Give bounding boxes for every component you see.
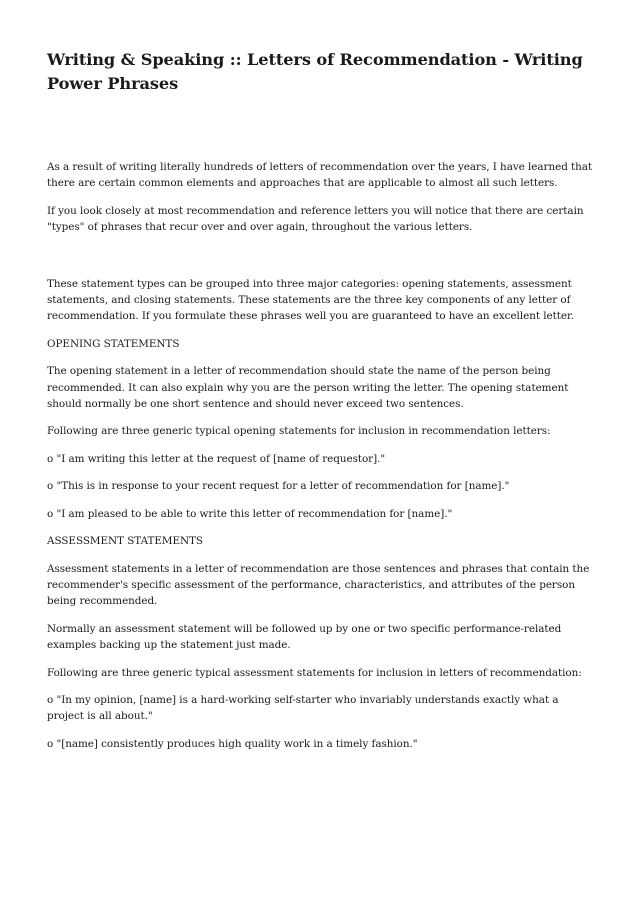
document-page — [47, 48, 595, 763]
list-item-assessment-2: o "[name] consistently produces high quality work in a timely fashion." — [47, 737, 418, 750]
section-heading-assessment: ASSESSMENT STATEMENTS — [47, 535, 203, 548]
list-item-opening-3: o "I am pleased to be able to write this letter of recommendation for [name]." — [47, 507, 453, 520]
list-item-assessment-1: o "In my opinion, [name] is a hard-working self-starter who invariably understands exactly what a project is all about." — [47, 693, 559, 723]
list-item-opening-2: o "This is in response to your recent request for a letter of recommendation for [name]." — [47, 480, 510, 493]
paragraph-opening-intro: Following are three generic typical opening statements for inclusion in recommendation letters: — [47, 425, 551, 438]
section-heading-opening: OPENING STATEMENTS — [47, 337, 180, 350]
document-title: Writing & Speaking :: Letters of Recommendation - Writing Power Phrases — [47, 50, 583, 93]
paragraph-assessment-description: Assessment statements in a letter of recommendation are those sentences and phrases that contain the recommender's specific assessment of the performance, characteristics, and attributes of the person being recommended. — [47, 562, 590, 608]
paragraph-assessment-intro: Following are three generic typical assessment statements for inclusion in letters of recommendation: — [47, 666, 582, 679]
paragraph-assessment-followup: Normally an assessment statement will be followed up by one or two specific performance-related examples backing up the statement just made. — [47, 622, 562, 652]
paragraph-phrase-types: If you look closely at most recommendation and reference letters you will notice that there are certain "types" of phrases that recur over and over again, throughout the various letters. — [47, 204, 584, 234]
paragraph-opening-description: The opening statement in a letter of recommendation should state the name of the person being recommended. It can also explain why you are the person writing the letter. The opening statement should normally be one short sentence and should never exceed two sentences. — [47, 365, 569, 411]
paragraph-intro: As a result of writing literally hundreds of letters of recommendation over the years, I have learned that there are certain common elements and approaches that are applicable to almost all such letters. — [47, 161, 593, 190]
list-item-opening-1: o "I am writing this letter at the request of [name of requestor]." — [47, 452, 386, 465]
paragraph-categories: These statement types can be grouped into three major categories: opening statements, assessment statements, and closing statements. These statements are the three key components of any letter of recommendation. If you formulate these phrases well you are guaranteed to have an excellent letter. — [47, 277, 574, 323]
document-body — [47, 159, 595, 752]
